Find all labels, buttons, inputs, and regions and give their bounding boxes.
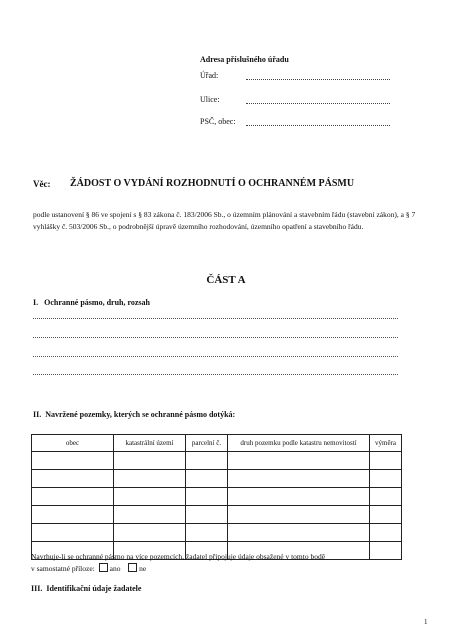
table-cell[interactable] [114, 506, 186, 524]
address-field-street [200, 95, 390, 105]
postcode-label: PSČ, obec: [200, 117, 236, 126]
table-cell[interactable] [32, 488, 114, 506]
protection-zone-line-4[interactable] [33, 374, 398, 375]
table-cell[interactable] [228, 488, 370, 506]
table-cell[interactable] [114, 524, 186, 542]
table-cell[interactable] [370, 470, 402, 488]
street-label: Ulice: [200, 95, 220, 104]
address-field-office [200, 71, 390, 81]
protection-zone-line-3[interactable] [33, 356, 398, 357]
table-cell[interactable] [228, 524, 370, 542]
column-header-area: výměra [370, 435, 402, 452]
table-cell[interactable] [228, 470, 370, 488]
table-cell[interactable] [114, 470, 186, 488]
table-row [32, 470, 402, 488]
attachment-note-text: Navrhuje-li se ochranné pásmo na více pozemcích, žadatel připojuje údaje obsažené v tomto bodě [31, 552, 326, 561]
table-cell[interactable] [186, 452, 228, 470]
table-cell[interactable] [370, 488, 402, 506]
table-cell[interactable] [32, 470, 114, 488]
table-cell[interactable] [186, 524, 228, 542]
attachment-no-label: ne [139, 564, 147, 573]
column-header-municipality: obec [32, 435, 114, 452]
protection-zone-line-2[interactable] [33, 337, 398, 338]
attachment-note [31, 551, 411, 575]
table-cell[interactable] [186, 470, 228, 488]
subject-label: Věc: [33, 179, 51, 189]
table-cell[interactable] [228, 452, 370, 470]
address-heading: Adresa příslušného úřadu [200, 55, 289, 64]
table-cell[interactable] [370, 452, 402, 470]
section-3-title: III. Identifikační údaje žadatele [31, 584, 142, 593]
table-cell[interactable] [228, 506, 370, 524]
legal-basis-text: podle ustanovení § 86 ve spojení s § 83 zákona č. 183/2006 Sb., o územním plánování a stavebním řádu (stavební zákon), a § 7 vyhlášky č. 503/2006 Sb., o podrobnější úpravě územního rozhodování, územního opatření a stavebního řádu. [33, 210, 416, 231]
attachment-yes-checkbox[interactable] [99, 563, 108, 572]
column-header-land-type: druh pozemku podle katastru nemovitostí [228, 435, 370, 452]
table-row [32, 488, 402, 506]
address-field-postcode [200, 117, 390, 127]
section-2-title: II. Navržené pozemky, kterých se ochranné pásmo dotýká: [33, 410, 236, 419]
table-cell[interactable] [32, 452, 114, 470]
office-fill-line[interactable] [246, 79, 390, 80]
attachment-no-checkbox[interactable] [128, 563, 137, 572]
table-cell[interactable] [186, 488, 228, 506]
protection-zone-line-1[interactable] [33, 318, 398, 319]
table-cell[interactable] [32, 524, 114, 542]
table-cell[interactable] [114, 452, 186, 470]
attachment-choice-label: v samostatné příloze: [31, 564, 95, 573]
table-cell[interactable] [32, 506, 114, 524]
office-label: Úřad: [200, 71, 219, 80]
table-row [32, 524, 402, 542]
table-cell[interactable] [186, 506, 228, 524]
table-row [32, 452, 402, 470]
column-header-parcel-number: parcelní č. [186, 435, 228, 452]
street-fill-line[interactable] [246, 103, 390, 104]
document-title: ŽÁDOST O VYDÁNÍ ROZHODNUTÍ O OCHRANNÉM PÁSMU [70, 178, 355, 189]
part-a-heading: ČÁST A [206, 274, 246, 286]
page-number: 1 [424, 618, 428, 626]
attachment-choice-row [31, 563, 411, 575]
table-cell[interactable] [370, 524, 402, 542]
plots-table [31, 434, 402, 560]
postcode-fill-line[interactable] [246, 125, 390, 126]
section-1-title: I. Ochranné pásmo, druh, rozsah [33, 298, 150, 307]
table-cell[interactable] [370, 506, 402, 524]
attachment-yes-label: ano [109, 564, 121, 573]
plots-table-header [32, 435, 402, 452]
table-row [32, 506, 402, 524]
table-cell[interactable] [114, 488, 186, 506]
column-header-cadastral-area: katastrální území [114, 435, 186, 452]
